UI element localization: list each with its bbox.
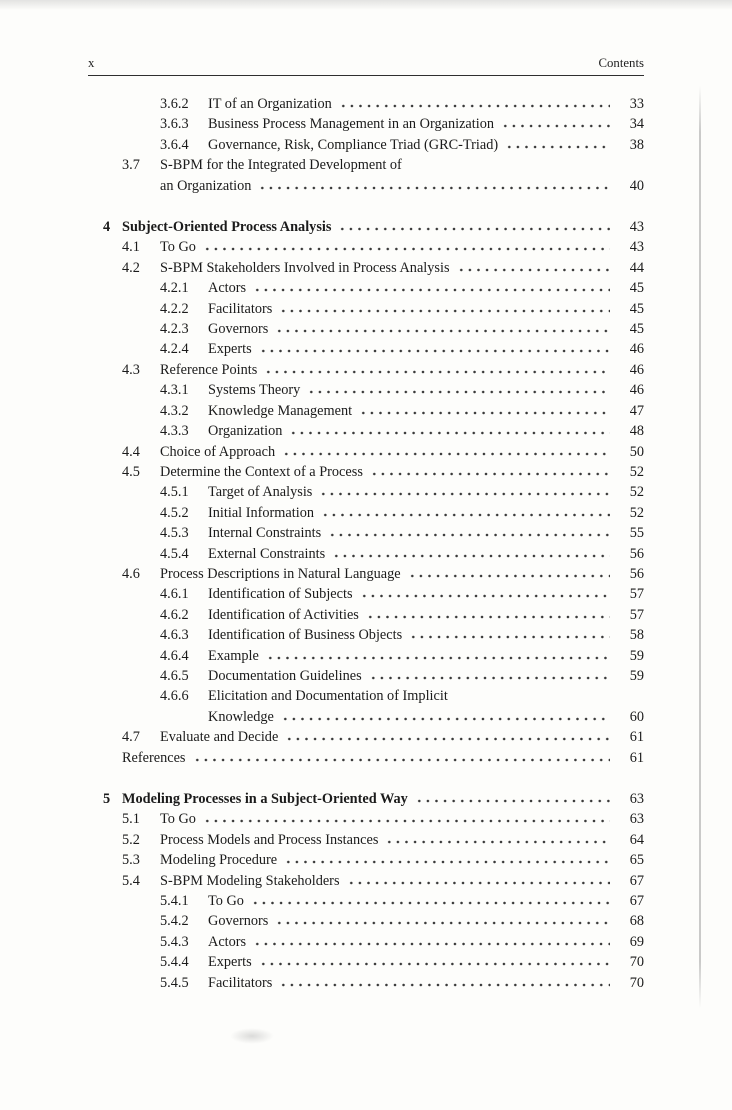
toc-entry-title: Business Process Management in an Organization	[208, 116, 495, 133]
toc-dot-leader	[505, 145, 610, 149]
toc-entry-page: 68	[629, 913, 644, 930]
toc-dot-leader	[203, 819, 610, 823]
scan-smudge-artifact	[230, 1028, 274, 1044]
toc-entry-title: S-BPM Stakeholders Involved in Process Analysis	[160, 259, 450, 276]
toc-dot-leader	[259, 349, 610, 353]
toc-entry	[88, 809, 644, 829]
toc-entry-page: 61	[629, 729, 644, 746]
toc-dot-leader	[332, 554, 610, 558]
toc-entry	[88, 135, 644, 155]
toc-entry-number: 5.4	[122, 872, 140, 889]
toc-entry-page: 43	[629, 219, 644, 236]
toc-entry-number: 4.2	[122, 259, 140, 276]
toc-entry-number: 4.5.3	[160, 525, 189, 542]
toc-entry-title: Organization	[208, 423, 283, 440]
toc-entry-page: 43	[629, 239, 644, 256]
toc-entry-title: Internal Constraints	[208, 525, 322, 542]
toc-entry-number: 5	[103, 791, 111, 807]
toc-dot-leader	[321, 513, 610, 517]
toc-entry-number: 4.6.3	[160, 627, 189, 644]
toc-entry-number: 4	[103, 219, 111, 236]
toc-entry-title: Target of Analysis	[208, 484, 313, 501]
toc-dot-leader	[253, 942, 610, 946]
toc-entry-page: 70	[629, 954, 644, 971]
toc-entry-page: 60	[629, 708, 644, 725]
toc-entry-number: 4.1	[122, 239, 140, 256]
running-header	[88, 56, 644, 71]
toc-dot-leader	[275, 921, 610, 925]
toc-dot-leader	[409, 635, 610, 639]
toc-entry-number: 3.6.2	[160, 96, 189, 112]
toc-entry	[88, 911, 644, 931]
toc-entry-page: 44	[629, 259, 644, 276]
toc-entry	[88, 155, 644, 175]
toc-entry-page: 52	[629, 504, 644, 521]
toc-entry-title: Facilitators	[208, 974, 273, 991]
toc-entry-number: 4.2.4	[160, 341, 189, 358]
toc-dot-leader	[339, 104, 610, 108]
toc-entry-page: 58	[629, 627, 644, 644]
toc-entry	[88, 380, 644, 400]
toc-entry	[88, 973, 644, 993]
toc-entry	[88, 462, 644, 482]
toc-entry-title: Process Descriptions in Natural Language	[160, 565, 401, 582]
toc-entry-number: 4.6.6	[160, 688, 189, 705]
scan-top-artifact	[0, 0, 732, 10]
toc-entry-number: 5.1	[122, 811, 140, 828]
toc-dot-leader	[347, 881, 610, 885]
toc-entry-number: 4.3.3	[160, 423, 189, 440]
scan-edge-artifact	[699, 86, 701, 1008]
toc-entry-title: S-BPM for the Integrated Development of	[160, 157, 402, 174]
toc-entry-continuation	[88, 707, 644, 727]
toc-entry-page: 52	[629, 463, 644, 480]
toc-dot-leader	[385, 840, 610, 844]
toc-entry-title: Identification of Subjects	[208, 586, 353, 603]
toc-entry-number: 5.4.2	[160, 913, 189, 930]
toc-entry-number: 5.2	[122, 831, 140, 848]
toc-entry	[88, 625, 644, 645]
toc-entry-title: Experts	[208, 954, 252, 971]
toc-entry-page: 70	[629, 974, 644, 991]
toc-entry-page: 59	[629, 667, 644, 684]
toc-entry-title: Determine the Context of a Process	[160, 463, 363, 480]
toc-dot-leader	[258, 186, 610, 190]
toc-entry-number: 5.4.5	[160, 974, 189, 991]
toc-entry-page: 63	[629, 791, 644, 807]
toc-entry-title: To Go	[160, 239, 196, 256]
toc-entry-title: Initial Information	[208, 504, 315, 521]
toc-entry-title: External Constraints	[208, 545, 326, 562]
toc-dot-leader	[251, 901, 610, 905]
toc-entry-title: Governance, Risk, Compliance Triad (GRC-Triad)	[208, 136, 499, 153]
toc-entry	[88, 830, 644, 850]
toc-entry-number: 3.6.4	[160, 136, 189, 153]
toc-entry-title-continued: Knowledge	[208, 708, 274, 725]
toc-dot-leader	[203, 247, 610, 251]
toc-entry-number: 4.6.5	[160, 667, 189, 684]
toc-entry-title: Modeling Processes in a Subject-Oriented Way	[122, 791, 408, 807]
toc-entry-number: 4.5	[122, 463, 140, 480]
toc-dot-leader	[319, 492, 610, 496]
toc-entry	[88, 952, 644, 972]
toc-entry-number: 4.7	[122, 729, 140, 746]
toc-entry-page: 67	[629, 872, 644, 889]
toc-entry-title: Governors	[208, 913, 269, 930]
toc-entry	[88, 360, 644, 380]
toc-dot-leader	[289, 431, 610, 435]
toc-entry-number: 4.2.3	[160, 321, 189, 338]
toc-entry-page: 52	[629, 484, 644, 501]
toc-entry-page: 57	[629, 586, 644, 603]
toc-entry-number: 4.3	[122, 361, 140, 378]
toc-entry	[88, 523, 644, 543]
toc-dot-leader	[282, 452, 610, 456]
toc-entry-page: 46	[629, 341, 644, 358]
page-number: x	[88, 56, 95, 70]
toc-entry-page: 47	[629, 402, 644, 419]
toc-entry-number: 4.5.2	[160, 504, 189, 521]
toc-entry-page: 67	[629, 893, 644, 910]
toc-entry-title: Reference Points	[160, 361, 258, 378]
toc-entry-title: Knowledge Management	[208, 402, 353, 419]
toc-entry-title: S-BPM Modeling Stakeholders	[160, 872, 340, 889]
toc-entry	[88, 564, 644, 584]
toc-entry-number: 4.2.2	[160, 300, 189, 317]
toc-entry	[88, 605, 644, 625]
toc-entry	[88, 850, 644, 870]
toc-entry	[88, 299, 644, 319]
toc-entry-number: 4.6.1	[160, 586, 189, 603]
toc-entry-number: 4.2.1	[160, 280, 189, 297]
toc-entry-title: To Go	[160, 811, 196, 828]
toc-dot-leader	[275, 329, 610, 333]
toc-dot-leader	[370, 472, 610, 476]
toc-entry	[88, 891, 644, 911]
toc-entry-title: IT of an Organization	[208, 96, 332, 112]
toc-entry-page: 59	[629, 647, 644, 664]
toc-entry	[88, 114, 644, 134]
toc-entry-number: 4.6.4	[160, 647, 189, 664]
toc-dot-leader	[359, 411, 610, 415]
toc-entry-page: 40	[629, 177, 644, 194]
toc-entry	[88, 237, 644, 257]
toc-entry-title: Example	[208, 647, 259, 664]
toc-entry-number: 4.5.4	[160, 545, 189, 562]
toc-dot-leader	[285, 737, 610, 741]
toc-entry-title-continued: an Organization	[160, 177, 252, 194]
toc-entry-title: Governors	[208, 321, 269, 338]
toc-entry-title: Choice of Approach	[160, 443, 276, 460]
toc-entry-number: 4.4	[122, 443, 140, 460]
toc-entry-number: 5.4.4	[160, 954, 189, 971]
toc-entry	[88, 666, 644, 686]
toc-entry-page: 69	[629, 933, 644, 950]
toc-entry	[88, 503, 644, 523]
toc-entry-number: 3.6.3	[160, 116, 189, 133]
toc-entry	[88, 727, 644, 747]
toc-entry-title: Actors	[208, 280, 247, 297]
toc-entry	[88, 686, 644, 706]
toc-entry	[88, 258, 644, 278]
toc-entry	[88, 789, 644, 809]
toc-entry-page: 61	[629, 749, 644, 766]
toc-dot-leader	[266, 656, 610, 660]
toc-dot-leader	[307, 390, 610, 394]
toc-dot-leader	[415, 799, 610, 803]
toc-entry-number: 4.6	[122, 565, 140, 582]
toc-entry-number: 4.6.2	[160, 606, 189, 623]
running-title: Contents	[598, 56, 644, 70]
toc-entry-number: 4.5.1	[160, 484, 189, 501]
toc-dot-leader	[281, 717, 610, 721]
toc-entry-number: 5.3	[122, 852, 140, 869]
toc-entry	[88, 748, 644, 768]
toc-entry	[88, 932, 644, 952]
toc-entry-number: 3.7	[122, 157, 140, 174]
toc-entry-page: 38	[629, 136, 644, 153]
toc-entry-title: Systems Theory	[208, 382, 301, 399]
toc-entry	[88, 421, 644, 441]
toc-entry-page: 50	[629, 443, 644, 460]
toc-entry-number: 4.3.2	[160, 402, 189, 419]
toc-entry-title: Elicitation and Documentation of Implicit	[208, 688, 448, 705]
toc-entry	[88, 319, 644, 339]
toc-dot-leader	[360, 594, 610, 598]
toc-entry-page: 63	[629, 811, 644, 828]
toc-dot-leader	[501, 124, 610, 128]
toc-entry-title: Identification of Business Objects	[208, 627, 403, 644]
toc-entry-page: 56	[629, 565, 644, 582]
toc-entry-title: References	[122, 749, 186, 766]
toc-entry	[88, 278, 644, 298]
toc-entry-page: 56	[629, 545, 644, 562]
toc-entry-title: Actors	[208, 933, 247, 950]
toc-entry-number: 5.4.3	[160, 933, 189, 950]
toc-entry	[88, 871, 644, 891]
toc-entry	[88, 94, 644, 114]
toc-entry-title: To Go	[208, 893, 244, 910]
toc-entry-page: 45	[629, 321, 644, 338]
toc-entry	[88, 482, 644, 502]
toc-dot-leader	[457, 268, 610, 272]
toc-entry-page: 65	[629, 852, 644, 869]
toc-entry-title: Facilitators	[208, 300, 273, 317]
toc-dot-leader	[284, 860, 610, 864]
toc-dot-leader	[279, 309, 610, 313]
toc-entry-title: Subject-Oriented Process Analysis	[122, 219, 332, 236]
toc-entry-page: 57	[629, 606, 644, 623]
toc-dot-leader	[279, 983, 610, 987]
toc-entry	[88, 339, 644, 359]
toc-entry	[88, 442, 644, 462]
toc-list	[88, 94, 644, 993]
toc-entry	[88, 584, 644, 604]
toc-dot-leader	[338, 227, 610, 231]
toc-entry-page: 45	[629, 300, 644, 317]
toc-dot-leader	[259, 962, 610, 966]
toc-entry-page: 34	[629, 116, 644, 133]
toc-entry-page: 64	[629, 831, 644, 848]
toc-entry-page: 33	[629, 96, 644, 112]
toc-entry-number: 4.3.1	[160, 382, 189, 399]
toc-entry-title: Process Models and Process Instances	[160, 831, 379, 848]
toc-dot-leader	[369, 676, 610, 680]
toc-dot-leader	[366, 615, 610, 619]
toc-entry	[88, 217, 644, 237]
toc-dot-leader	[408, 574, 610, 578]
toc-dot-leader	[328, 533, 610, 537]
header-rule	[88, 75, 644, 76]
toc-entry-continuation	[88, 176, 644, 196]
toc-entry-page: 46	[629, 361, 644, 378]
toc-dot-leader	[264, 370, 610, 374]
toc-entry-page: 46	[629, 382, 644, 399]
toc-entry-title: Experts	[208, 341, 252, 358]
toc-entry-title: Evaluate and Decide	[160, 729, 279, 746]
toc-entry	[88, 646, 644, 666]
toc-entry-page: 48	[629, 423, 644, 440]
toc-entry	[88, 401, 644, 421]
toc-entry-page: 55	[629, 525, 644, 542]
toc-entry	[88, 544, 644, 564]
toc-entry-title: Modeling Procedure	[160, 852, 278, 869]
toc-dot-leader	[253, 288, 610, 292]
toc-entry-title: Documentation Guidelines	[208, 667, 362, 684]
toc-entry-page: 45	[629, 280, 644, 297]
toc-dot-leader	[193, 758, 611, 762]
toc-entry-title: Identification of Activities	[208, 606, 359, 623]
toc-entry-number: 5.4.1	[160, 893, 189, 910]
